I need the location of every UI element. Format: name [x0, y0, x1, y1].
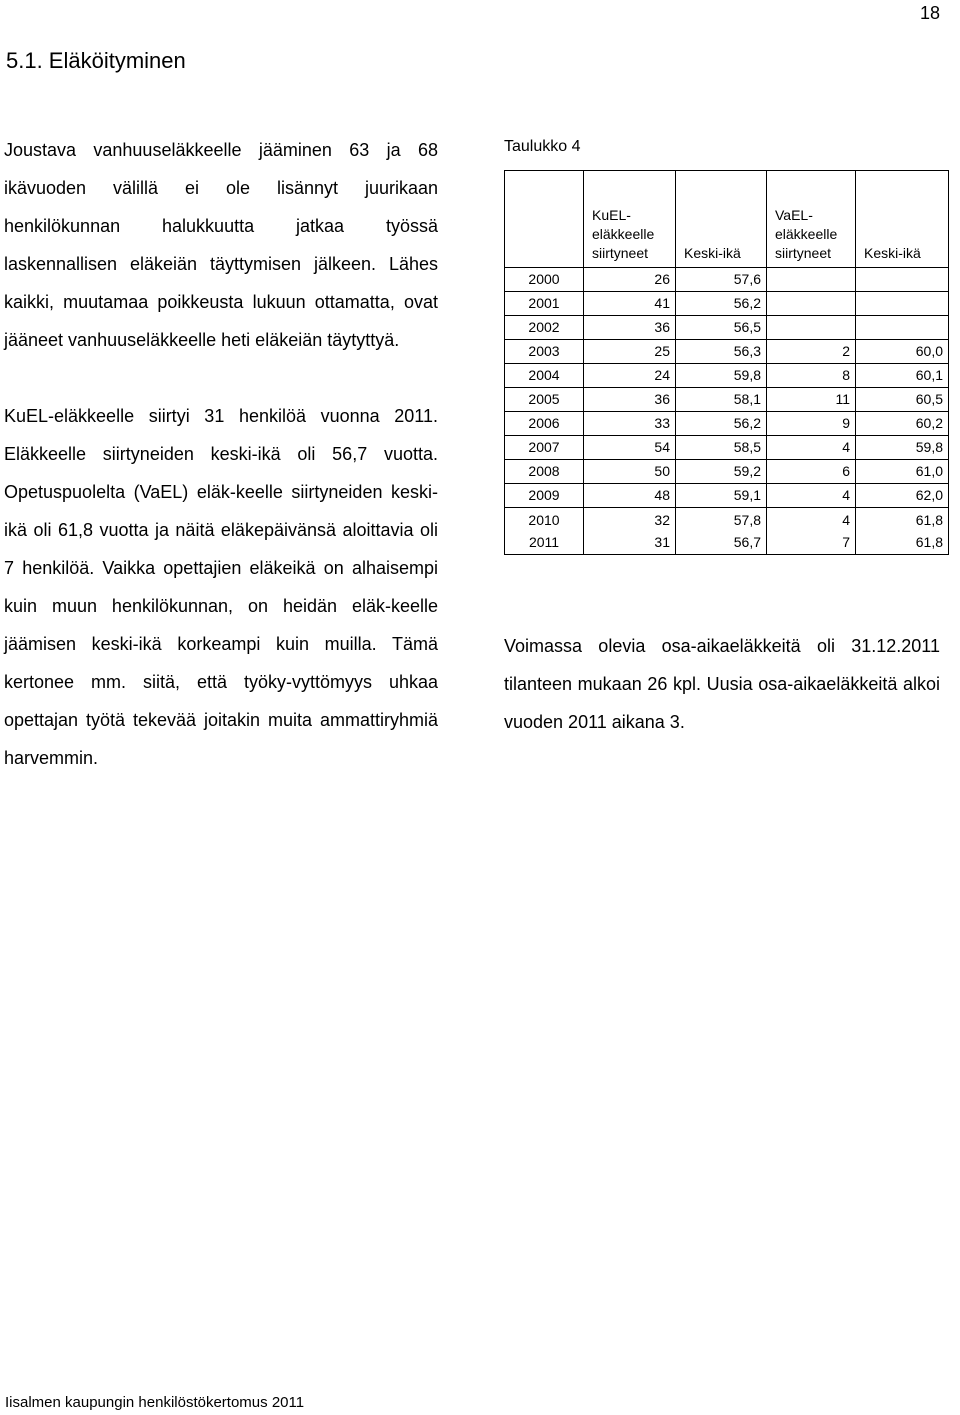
cell-vael-retired: 8 — [767, 364, 856, 388]
cell-year: 2003 — [505, 340, 584, 364]
cell-vael-retired — [767, 268, 856, 292]
cell-year: 2007 — [505, 436, 584, 460]
cell-vael-retired: 9 — [767, 412, 856, 436]
cell-vael-avg-age — [856, 316, 949, 340]
cell-vael-retired: 4 — [767, 484, 856, 508]
cell-kuel-retired: 36 — [584, 316, 676, 340]
table-row — [505, 508, 949, 555]
cell-value: 32 — [654, 512, 670, 528]
cell-year: 2004 — [505, 364, 584, 388]
cell-kuel-retired: 33 — [584, 412, 676, 436]
table-row — [505, 484, 949, 508]
table-row — [505, 316, 949, 340]
cell-vael-avg-age: 60,2 — [856, 412, 949, 436]
cell-kuel-avg-age: 56,2 — [676, 412, 767, 436]
table-row — [505, 340, 949, 364]
cell-year: 2009 — [505, 484, 584, 508]
footer: Iisalmen kaupungin henkilöstökertomus 2011 — [5, 1394, 305, 1411]
cell-kuel-avg-age: 58,1 — [676, 388, 767, 412]
cell-vael-avg-age: 59,8 — [856, 436, 949, 460]
cell-kuel-avg-age: 58,5 — [676, 436, 767, 460]
part-time-pension-paragraph: Voimassa olevia osa-aikaeläkkeitä oli 31.12.2011 tilanteen mukaan 26 kpl. Uusia osa-aikaeläkkeitä alkoi vuoden 2011 aikana 3. — [504, 636, 940, 732]
cell-kuel-retired: 41 — [584, 292, 676, 316]
cell-kuel-avg-age: 56,5 — [676, 316, 767, 340]
table-row — [505, 412, 949, 436]
cell-year: 2008 — [505, 460, 584, 484]
cell-year: 2001 — [505, 292, 584, 316]
cell-kuel-retired — [584, 508, 676, 555]
cell-year: 2006 — [505, 412, 584, 436]
cell-value: 7 — [842, 534, 850, 550]
cell-vael-retired: 11 — [767, 388, 856, 412]
cell-year: 2005 — [505, 388, 584, 412]
cell-kuel-avg-age — [676, 508, 767, 555]
cell-kuel-retired: 26 — [584, 268, 676, 292]
cell-vael-avg-age: 60,1 — [856, 364, 949, 388]
cell-kuel-avg-age: 56,2 — [676, 292, 767, 316]
cell-vael-avg-age: 60,0 — [856, 340, 949, 364]
retirement-table — [504, 170, 949, 555]
cell-kuel-avg-age: 56,3 — [676, 340, 767, 364]
left-column — [4, 131, 438, 777]
cell-vael-retired: 6 — [767, 460, 856, 484]
cell-kuel-avg-age: 59,8 — [676, 364, 767, 388]
cell-value: 57,8 — [733, 512, 761, 528]
cell-vael-retired — [767, 292, 856, 316]
table-caption: Taulukko 4 — [504, 138, 581, 155]
table-row — [505, 460, 949, 484]
cell-kuel-retired: 25 — [584, 340, 676, 364]
table-row — [505, 436, 949, 460]
table-row — [505, 292, 949, 316]
cell-kuel-avg-age: 59,2 — [676, 460, 767, 484]
cell-value: 61,8 — [915, 534, 943, 550]
cell-vael-avg-age: 62,0 — [856, 484, 949, 508]
cell-kuel-retired: 50 — [584, 460, 676, 484]
cell-value: 61,8 — [915, 512, 943, 528]
cell-vael-avg-age: 60,5 — [856, 388, 949, 412]
cell-value: 2010 — [528, 512, 560, 528]
paragraph-kuel-vael: KuEL-eläkkeelle siirtyi 31 henkilöä vuonna 2011. Eläkkeelle siirtyneiden keski-ikä oli 56,7 vuotta. Opetuspuolelta (VaEL) eläk-keelle siirtyneiden keski-ikä oli 61,8 vuotta ja näitä eläkepäivänsä aloittavia oli 7 henkilöä. Vaikka opettajien eläkeikä on alhaisempi kuin muun henkilökunnan, on heidän eläk-keelle jäämisen keski-ikä korkeampi kuin muilla. Tämä kertonee mm. siitä, että työky-vyttömyys uhkaa opettajan työtä tekevää joitakin muita ammattiryhmiä harvemmin. — [4, 406, 438, 768]
cell-value: 56,7 — [733, 534, 761, 550]
header-kuel-avg-age: Keski-ikä — [676, 171, 767, 268]
header-vael-retired: VaEL-eläkkeelle siirtyneet — [767, 171, 856, 268]
cell-value: 2011 — [528, 534, 560, 550]
cell-kuel-avg-age: 59,1 — [676, 484, 767, 508]
cell-kuel-avg-age: 57,6 — [676, 268, 767, 292]
table-row — [505, 268, 949, 292]
cell-kuel-retired: 48 — [584, 484, 676, 508]
cell-vael-avg-age — [856, 292, 949, 316]
cell-vael-retired — [767, 316, 856, 340]
cell-vael-avg-age — [856, 508, 949, 555]
cell-vael-retired — [767, 508, 856, 555]
cell-value: 31 — [654, 534, 670, 550]
cell-year: 2002 — [505, 316, 584, 340]
cell-kuel-retired: 36 — [584, 388, 676, 412]
table-row — [505, 364, 949, 388]
page-number: 18 — [919, 3, 940, 23]
right-text — [504, 627, 940, 741]
cell-kuel-retired: 54 — [584, 436, 676, 460]
cell-year: 2000 — [505, 268, 584, 292]
section-heading: 5.1. Eläköityminen — [6, 48, 186, 73]
cell-vael-retired: 2 — [767, 340, 856, 364]
cell-vael-avg-age — [856, 268, 949, 292]
header-year — [505, 171, 584, 268]
cell-vael-retired: 4 — [767, 436, 856, 460]
table-row — [505, 388, 949, 412]
cell-value: 4 — [842, 512, 850, 528]
header-kuel-retired: KuEL-eläkkeelle siirtyneet — [584, 171, 676, 268]
table-header-row — [505, 171, 949, 268]
paragraph-retirement-flex: Joustava vanhuuseläkkeelle jääminen 63 ja 68 ikävuoden välillä ei ole lisännyt juurikaan henkilökunnan halukkuutta jatkaa työssä laskennallisen eläkeiän täyttymisen jälkeen. Lähes kaikki, muutamaa poikkeusta lukuun ottamatta, ovat jääneet vanhuuseläkkeelle heti eläkeiän täytyttyä. — [4, 140, 438, 350]
cell-kuel-retired: 24 — [584, 364, 676, 388]
cell-year — [505, 508, 584, 555]
cell-vael-avg-age: 61,0 — [856, 460, 949, 484]
header-vael-avg-age: Keski-ikä — [856, 171, 949, 268]
